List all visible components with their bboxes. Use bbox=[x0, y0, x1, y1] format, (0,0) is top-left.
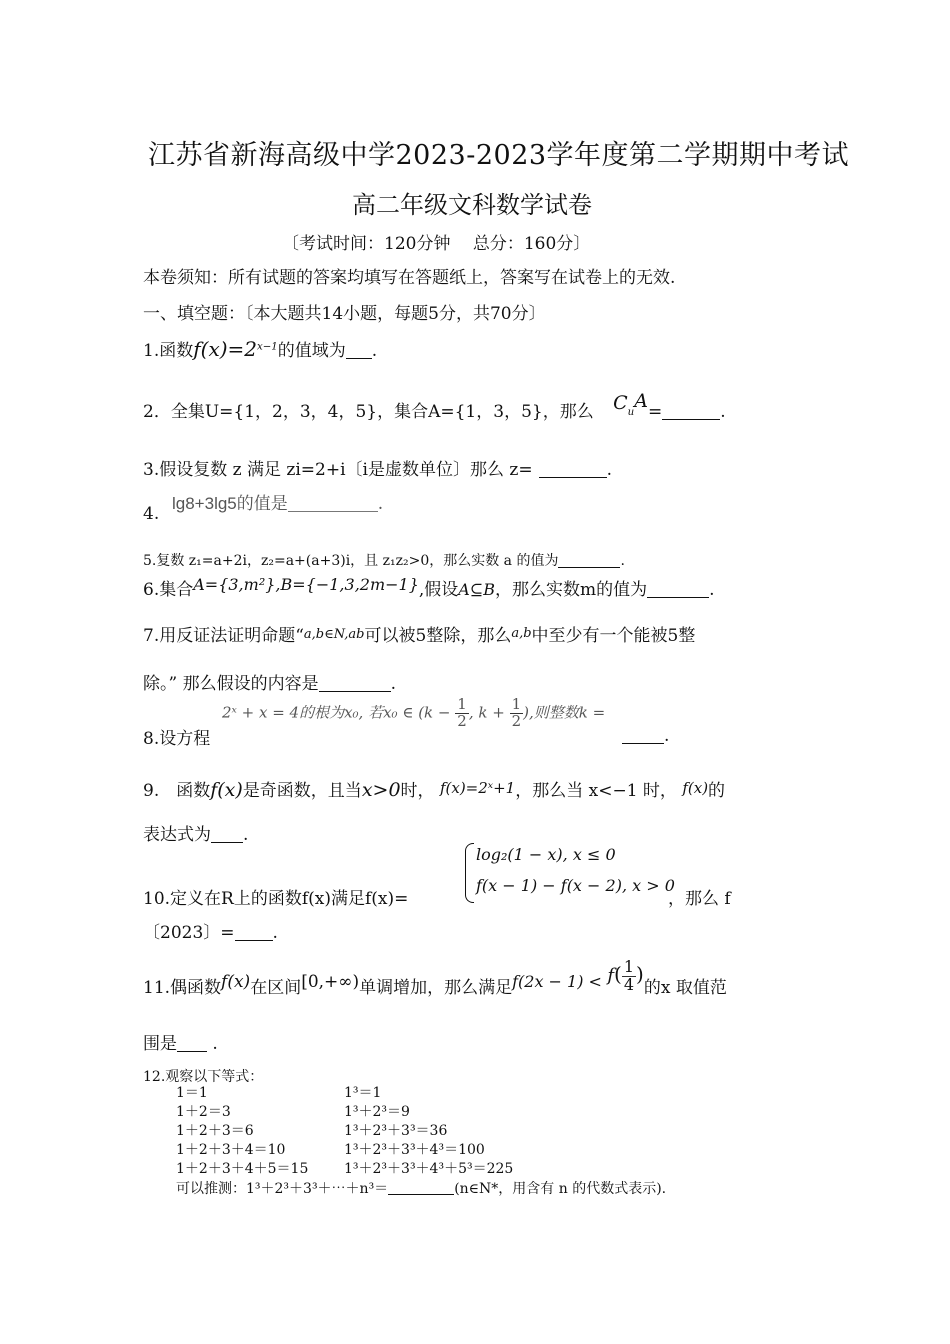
q5-text: 5.复数 z₁=a+2i，z₂=a+(a+3)i，且 z₁z₂>0，那么实数 a 的值为 bbox=[143, 553, 559, 569]
q6-mid: ,假设 bbox=[418, 580, 459, 600]
q9-prefix: 9. 函数 bbox=[143, 781, 211, 801]
q11-mid2: 单调增加，那么满足 bbox=[359, 977, 513, 998]
q10-prefix: 10.定义在R上的函数f(x)满足f(x)= bbox=[143, 889, 409, 909]
question-6: 6.集合A={3,m²},B={−1,3,2m−1},假设A⊆B，那么实数m的值为 . bbox=[143, 575, 715, 600]
table-row bbox=[176, 1122, 666, 1141]
q11-inequality: f(2x − 1) < bbox=[512, 971, 602, 991]
q6-suffix: ，那么实数m的值为 bbox=[495, 580, 648, 600]
q7-ab: a,b bbox=[511, 626, 532, 641]
q8-frac2-num: 1 bbox=[511, 695, 522, 713]
question-10-line-2: 〔2023〕= . bbox=[143, 923, 278, 943]
answer-blank[interactable] bbox=[539, 460, 607, 478]
q11-line2: 围是 bbox=[143, 1034, 177, 1054]
answer-blank[interactable] bbox=[319, 674, 391, 692]
q6-sets: A={3,m²},B={−1,3,2m−1} bbox=[193, 575, 419, 594]
question-11-line-2: 围是 . bbox=[143, 1034, 218, 1054]
q1-formula: f(x)=2 bbox=[193, 337, 258, 361]
question-4: lg8+3lg5的值是 . bbox=[172, 494, 384, 514]
q9-mid2: 时， bbox=[400, 781, 435, 801]
table-row bbox=[176, 1160, 666, 1179]
answer-blank[interactable] bbox=[388, 1180, 454, 1195]
q4-formula: lg8+3lg5的值是 bbox=[172, 494, 288, 513]
section-heading: 一、填空题：〔本大题共14小题，每题5分，共70分〕 bbox=[143, 304, 546, 324]
answer-blank[interactable] bbox=[235, 923, 273, 941]
q7-line2: 除。” 那么假设的内容是 bbox=[143, 674, 319, 694]
q12-conclusion-prefix: 可以推测：1³＋2³＋3³＋⋯＋n³＝ bbox=[176, 1181, 389, 1197]
q8-fraction-2 bbox=[510, 697, 524, 730]
question-7-line-2: 除。” 那么假设的内容是 . bbox=[143, 674, 397, 694]
q6-subset: A⊆B bbox=[458, 580, 496, 599]
question-11-line-1: 11.偶函数f(x)在区间[0,+∞)单调增加，那么满足f(2x − 1) < f( $\frac{1}{4}$ )的x 取值范 bbox=[143, 957, 727, 998]
q7-mid: 可以被5整除，那么 bbox=[364, 626, 512, 646]
answer-blank[interactable] bbox=[346, 341, 372, 359]
q8-frac2-den: 2 bbox=[511, 711, 522, 730]
q1-exponent: x−1 bbox=[257, 341, 278, 353]
q11-frac-den: 4 bbox=[623, 974, 635, 994]
q11-fx: f(x) bbox=[221, 971, 251, 992]
q10-brace bbox=[465, 843, 474, 903]
question-2: 2．全集U={1，2，3，4，5}，集合A={1，3，5}，那么 $C_uA=$ . bbox=[143, 390, 726, 422]
q8-frac1-den: 2 bbox=[457, 711, 467, 730]
q12-right-eq: 1³＋2³＝9 bbox=[344, 1104, 410, 1120]
q8-frac1-num: 1 bbox=[457, 695, 467, 713]
question-10-line-1 bbox=[143, 884, 408, 909]
q12-right-eq: 1³＋2³＋3³＋4³＋5³＝225 bbox=[344, 1161, 514, 1177]
q9-fx2: f(x) bbox=[682, 779, 709, 797]
question-5: 5.复数 z₁=a+2i，z₂=a+(a+3)i，且 z₁z₂>0，那么实数 a 的值为 . bbox=[143, 553, 625, 569]
q10-suffix: ，那么 f bbox=[668, 889, 731, 909]
q11-fraction bbox=[622, 959, 636, 994]
table-row bbox=[176, 1084, 666, 1103]
q9-definition: f(x)=2ˣ+1 bbox=[439, 779, 516, 797]
q12-left-eq: 1＋2＋3＋4＋5＝15 bbox=[176, 1161, 309, 1177]
table-row bbox=[176, 1103, 666, 1122]
q12-conclusion bbox=[176, 1180, 666, 1199]
q12-equations-table bbox=[176, 1084, 666, 1199]
q7-condition: a,b∈N,ab bbox=[303, 627, 365, 642]
q12-right-eq: 1³＋2³＋3³＝36 bbox=[344, 1123, 448, 1139]
q8-formula-c: ),则整数k = bbox=[523, 703, 606, 722]
q9-condition: x>0 bbox=[361, 779, 401, 801]
q2-formula-c: C bbox=[613, 392, 628, 414]
answer-blank[interactable] bbox=[288, 494, 378, 512]
answer-blank[interactable] bbox=[211, 825, 243, 843]
q3-text: 3.假设复数 z 满足 zi=2+i〔i是虚数单位〕那么 z= bbox=[143, 460, 533, 480]
q8-answer: . bbox=[622, 726, 669, 746]
q12-left-eq: 1＝1 bbox=[176, 1085, 208, 1101]
q2-eq: = bbox=[647, 402, 663, 422]
answer-blank[interactable] bbox=[177, 1034, 207, 1052]
q6-prefix: 6.集合 bbox=[143, 580, 194, 600]
exam-subtitle: 高二年级文科数学试卷 bbox=[352, 191, 592, 219]
q12-left-eq: 1＋2＋3＝6 bbox=[176, 1123, 254, 1139]
q4-number: 4. bbox=[143, 504, 160, 524]
q9-fx: f(x) bbox=[210, 779, 243, 801]
q8-fraction-1 bbox=[455, 697, 469, 730]
q11-prefix: 11.偶函数 bbox=[143, 977, 222, 998]
question-8-formula bbox=[222, 697, 605, 730]
q12-left-eq: 1＋2＝3 bbox=[176, 1104, 231, 1120]
q9-suffix: 的 bbox=[708, 781, 726, 801]
q9-mid3: ，那么当 x<−1 时， bbox=[515, 781, 677, 801]
q9-line2: 表达式为 bbox=[143, 825, 211, 845]
q10-case-1: log₂(1 − x), x ≤ 0 bbox=[476, 845, 616, 864]
answer-blank[interactable] bbox=[558, 553, 620, 568]
q11-interval: [0,+∞) bbox=[301, 971, 360, 992]
question-9-line-2: 表达式为 . bbox=[143, 825, 249, 845]
q11-f: f bbox=[607, 964, 615, 986]
q2-text: 2．全集U={1，2，3，4，5}，集合A={1，3，5}，那么 bbox=[143, 402, 594, 422]
question-7-line-1 bbox=[143, 621, 695, 646]
exam-info: 〔考试时间：120分钟 总分：160分〕 bbox=[282, 234, 591, 254]
exam-title: 江苏省新海高级中学2023-2023学年度第二学期期中考试 bbox=[148, 140, 850, 171]
question-3: 3.假设复数 z 满足 zi=2+i〔i是虚数单位〕那么 z= . bbox=[143, 460, 612, 480]
answer-blank[interactable] bbox=[662, 402, 720, 420]
q8-formula-b: , k + bbox=[468, 703, 505, 722]
q12-right-eq: 1³＝1 bbox=[344, 1085, 382, 1101]
q7-suffix: 中至少有一个能被5整 bbox=[531, 626, 696, 646]
q8-formula-a: 2ˣ + x = 4的根为x₀, 若x₀ ∈ (k − bbox=[222, 703, 451, 722]
q8-prefix: 8.设方程 bbox=[143, 729, 211, 749]
answer-blank[interactable] bbox=[622, 726, 664, 744]
q10-line2: 〔2023〕= bbox=[143, 923, 235, 943]
question-1: 1.函数$f(x)=2^{x-1}$的值域为 . bbox=[143, 337, 378, 361]
q11-suffix: 的x 取值范 bbox=[643, 977, 727, 998]
q12-right-eq: 1³＋2³＋3³＋4³＝100 bbox=[344, 1142, 485, 1158]
q7-prefix: 7.用反证法证明命题“ bbox=[143, 626, 304, 646]
q11-frac-num: 1 bbox=[623, 957, 635, 976]
q2-formula-a: A bbox=[634, 390, 648, 412]
q12-conclusion-suffix: (n∈N*，用含有 n 的代数式表示). bbox=[454, 1181, 667, 1197]
q10-case-2: f(x − 1) − f(x − 2), x > 0 bbox=[476, 876, 675, 895]
q2-formula-sub: u bbox=[627, 407, 635, 419]
q1-prefix: 1.函数 bbox=[143, 341, 194, 361]
q9-mid: 是奇函数，且当 bbox=[242, 781, 362, 801]
q11-mid1: 在区间 bbox=[250, 977, 302, 998]
q12-left-eq: 1＋2＋3＋4＝10 bbox=[176, 1142, 286, 1158]
q12-heading: 12.观察以下等式： bbox=[143, 1069, 264, 1085]
question-9-line-1 bbox=[143, 776, 725, 801]
answer-blank[interactable] bbox=[647, 580, 709, 598]
exam-notice: 本卷须知：所有试题的答案均填写在答题纸上，答案写在试卷上的无效. bbox=[143, 268, 676, 288]
q1-suffix: 的值域为 bbox=[277, 341, 346, 361]
table-row bbox=[176, 1141, 666, 1160]
